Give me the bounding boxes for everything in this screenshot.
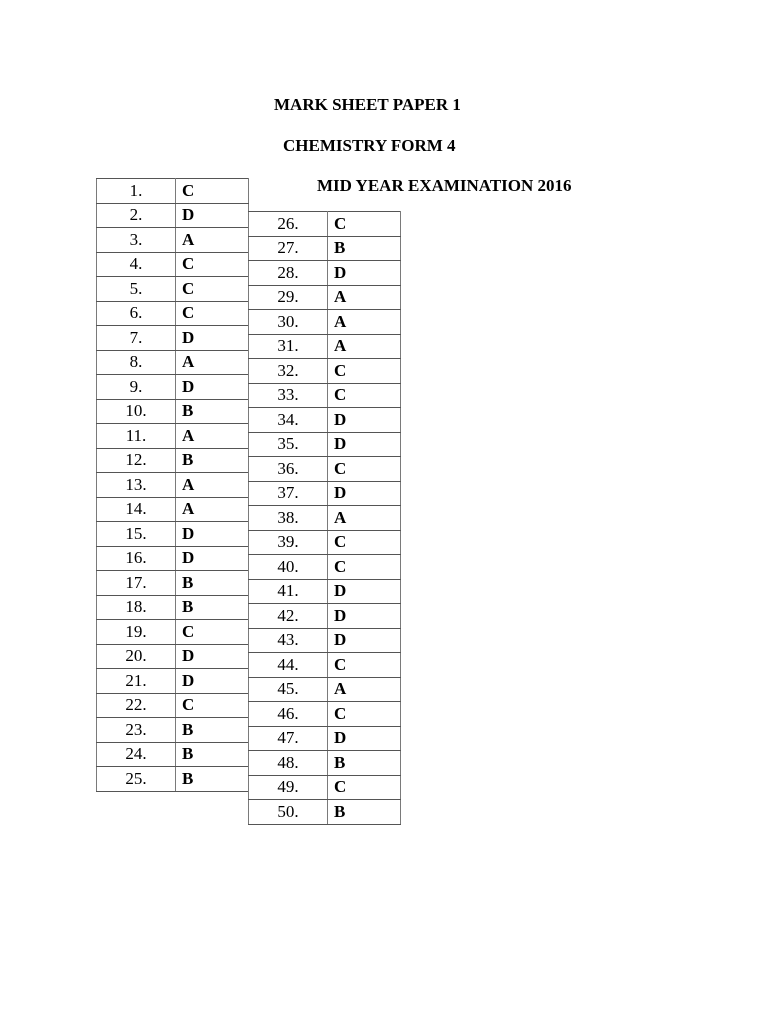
answer-letter: C (328, 383, 401, 408)
table-row (97, 546, 249, 571)
answer-letter: D (328, 604, 401, 629)
question-number: 25. (97, 767, 176, 792)
table-row (249, 800, 401, 825)
table-row (97, 497, 249, 522)
table-row (97, 252, 249, 277)
question-number: 2. (97, 203, 176, 228)
table-row (249, 408, 401, 433)
question-number: 28. (249, 261, 328, 286)
table-row (249, 457, 401, 482)
answer-letter: C (176, 301, 249, 326)
answer-letter: D (328, 261, 401, 286)
answer-letter: B (176, 595, 249, 620)
answer-letter: C (176, 179, 249, 204)
table-row (97, 448, 249, 473)
answer-letter: A (328, 677, 401, 702)
answer-letter: D (328, 628, 401, 653)
answer-letter: C (328, 653, 401, 678)
question-number: 16. (97, 546, 176, 571)
table-row (249, 751, 401, 776)
answer-letter: C (328, 359, 401, 384)
answer-letter: B (176, 742, 249, 767)
question-number: 30. (249, 310, 328, 335)
table-row (249, 506, 401, 531)
table-row (97, 277, 249, 302)
question-number: 8. (97, 350, 176, 375)
table-row (249, 359, 401, 384)
answer-letter: C (176, 693, 249, 718)
answer-letter: A (328, 285, 401, 310)
table-row (249, 212, 401, 237)
table-row (97, 595, 249, 620)
question-number: 42. (249, 604, 328, 629)
answer-letter: D (328, 579, 401, 604)
answer-letter: C (176, 620, 249, 645)
table-row (249, 310, 401, 335)
table-row (249, 261, 401, 286)
question-number: 12. (97, 448, 176, 473)
answer-letter: D (176, 326, 249, 351)
table-row (97, 473, 249, 498)
question-number: 47. (249, 726, 328, 751)
question-number: 11. (97, 424, 176, 449)
answer-letter: C (328, 775, 401, 800)
table-row (97, 522, 249, 547)
question-number: 49. (249, 775, 328, 800)
answer-letter: B (328, 236, 401, 261)
table-row (249, 677, 401, 702)
table-row (249, 653, 401, 678)
table-row (97, 179, 249, 204)
question-number: 18. (97, 595, 176, 620)
answer-letter: D (328, 726, 401, 751)
question-number: 3. (97, 228, 176, 253)
table-row (249, 432, 401, 457)
answer-letter: D (176, 375, 249, 400)
table-row (97, 301, 249, 326)
table-row (97, 644, 249, 669)
answer-table-body (249, 212, 401, 825)
answer-letter: D (328, 408, 401, 433)
question-number: 26. (249, 212, 328, 237)
answer-table-26-50 (248, 211, 401, 825)
exam-heading: MID YEAR EXAMINATION 2016 (317, 176, 572, 195)
answer-letter: B (176, 767, 249, 792)
question-number: 50. (249, 800, 328, 825)
question-number: 35. (249, 432, 328, 457)
question-number: 40. (249, 555, 328, 580)
question-number: 6. (97, 301, 176, 326)
question-number: 1. (97, 179, 176, 204)
table-row (97, 718, 249, 743)
table-row (97, 571, 249, 596)
table-row (249, 628, 401, 653)
question-number: 27. (249, 236, 328, 261)
answer-letter: D (176, 644, 249, 669)
table-row (97, 326, 249, 351)
answer-letter: B (328, 800, 401, 825)
table-row (249, 236, 401, 261)
answer-letter: A (328, 506, 401, 531)
table-row (249, 530, 401, 555)
table-row (97, 399, 249, 424)
table-row (97, 669, 249, 694)
question-number: 9. (97, 375, 176, 400)
question-number: 5. (97, 277, 176, 302)
question-number: 33. (249, 383, 328, 408)
question-number: 44. (249, 653, 328, 678)
question-number: 34. (249, 408, 328, 433)
question-number: 36. (249, 457, 328, 482)
answer-table-1-25 (96, 178, 249, 792)
question-number: 10. (97, 399, 176, 424)
subject-heading: CHEMISTRY FORM 4 (283, 136, 456, 155)
table-row (97, 203, 249, 228)
answer-letter: C (328, 530, 401, 555)
question-number: 7. (97, 326, 176, 351)
question-number: 4. (97, 252, 176, 277)
question-number: 17. (97, 571, 176, 596)
table-row (249, 383, 401, 408)
answer-letter: A (176, 473, 249, 498)
question-number: 32. (249, 359, 328, 384)
answer-letter: A (176, 228, 249, 253)
answer-letter: A (176, 497, 249, 522)
table-row (97, 767, 249, 792)
table-row (249, 481, 401, 506)
question-number: 38. (249, 506, 328, 531)
answer-letter: C (176, 277, 249, 302)
answer-letter: C (328, 212, 401, 237)
answer-letter: D (176, 669, 249, 694)
table-row (97, 742, 249, 767)
question-number: 48. (249, 751, 328, 776)
answer-letter: B (176, 571, 249, 596)
table-row (249, 702, 401, 727)
answer-letter: B (176, 399, 249, 424)
answer-letter: C (328, 555, 401, 580)
table-row (249, 726, 401, 751)
answer-table-body (97, 179, 249, 792)
question-number: 19. (97, 620, 176, 645)
answer-letter: D (176, 203, 249, 228)
answer-letter: A (328, 310, 401, 335)
answer-letter: C (176, 252, 249, 277)
table-row (249, 604, 401, 629)
table-row (249, 285, 401, 310)
answer-letter: A (328, 334, 401, 359)
table-row (249, 555, 401, 580)
table-row (97, 620, 249, 645)
answer-letter: D (176, 522, 249, 547)
answer-letter: D (176, 546, 249, 571)
answer-letter: D (328, 432, 401, 457)
question-number: 13. (97, 473, 176, 498)
answer-letter: B (328, 751, 401, 776)
table-row (97, 693, 249, 718)
page-title: MARK SHEET PAPER 1 (274, 95, 461, 114)
table-row (97, 228, 249, 253)
answer-letter: B (176, 718, 249, 743)
table-row (97, 424, 249, 449)
answer-letter: C (328, 702, 401, 727)
question-number: 45. (249, 677, 328, 702)
table-row (249, 775, 401, 800)
answer-letter: C (328, 457, 401, 482)
question-number: 15. (97, 522, 176, 547)
answer-letter: A (176, 350, 249, 375)
question-number: 41. (249, 579, 328, 604)
question-number: 39. (249, 530, 328, 555)
question-number: 14. (97, 497, 176, 522)
answer-letter: D (328, 481, 401, 506)
answer-letter: A (176, 424, 249, 449)
answer-letter: B (176, 448, 249, 473)
question-number: 21. (97, 669, 176, 694)
question-number: 43. (249, 628, 328, 653)
table-row (97, 375, 249, 400)
question-number: 37. (249, 481, 328, 506)
question-number: 46. (249, 702, 328, 727)
table-row (249, 334, 401, 359)
question-number: 31. (249, 334, 328, 359)
question-number: 29. (249, 285, 328, 310)
question-number: 24. (97, 742, 176, 767)
question-number: 23. (97, 718, 176, 743)
question-number: 20. (97, 644, 176, 669)
table-row (249, 579, 401, 604)
question-number: 22. (97, 693, 176, 718)
table-row (97, 350, 249, 375)
